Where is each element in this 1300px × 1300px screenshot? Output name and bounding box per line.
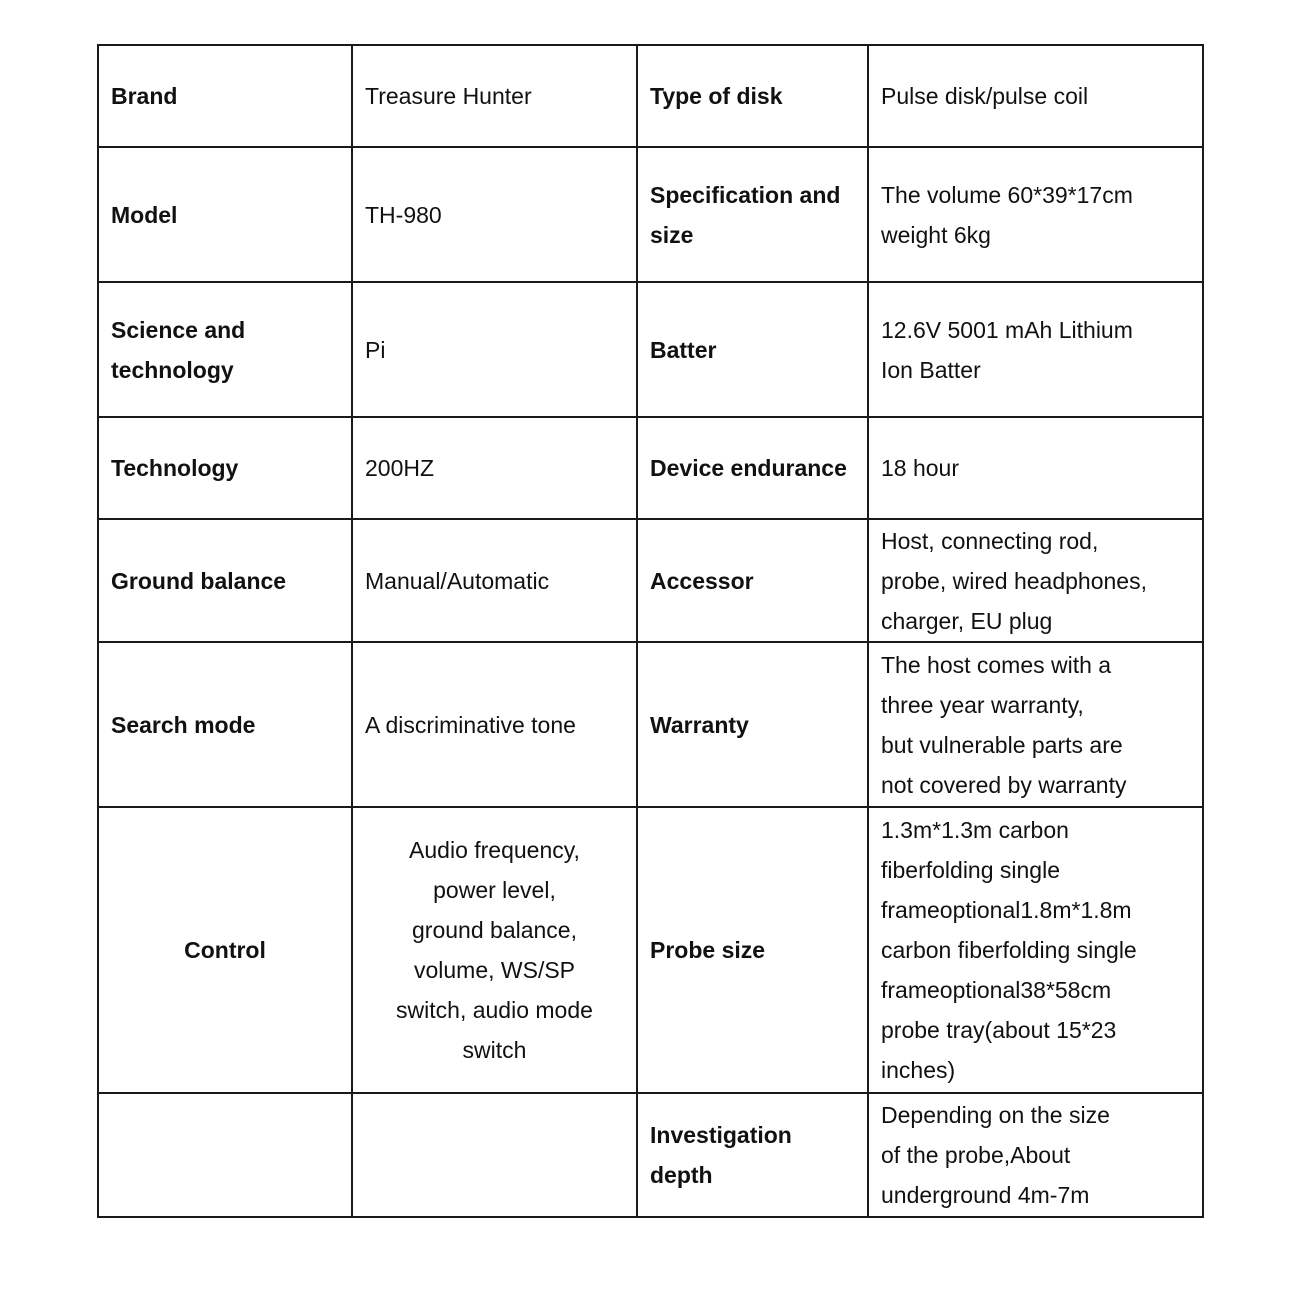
cell-line: volume, WS/SP xyxy=(413,957,576,983)
spec-label xyxy=(98,1093,352,1217)
cell-line: weight 6kg xyxy=(881,221,991,248)
spec-value xyxy=(868,642,1203,807)
spec-label: Control xyxy=(98,807,352,1093)
cell-line: Depending on the size xyxy=(881,1102,1110,1128)
table-row xyxy=(98,417,1203,519)
cell-line: probe, wired headphones, xyxy=(881,567,1147,594)
table-row xyxy=(98,807,1203,1093)
spec-value: 200HZ xyxy=(352,417,637,519)
spec-value xyxy=(868,807,1203,1093)
cell-line: inches) xyxy=(881,1057,956,1083)
spec-label: Investigation depth xyxy=(637,1093,868,1217)
cell-line: Audio frequency, xyxy=(409,837,580,863)
spec-label: Device endurance xyxy=(637,417,868,519)
spec-label: Accessor xyxy=(637,519,868,642)
spec-value xyxy=(868,1093,1203,1217)
cell-line: 12.6V 5001 mAh Lithium xyxy=(881,316,1133,343)
cell-line: 18 hour xyxy=(881,455,960,481)
table-row xyxy=(98,642,1203,807)
cell-line: probe tray(about 15*23 xyxy=(881,1017,1117,1043)
cell-line: carbon fiberfolding single xyxy=(881,937,1137,963)
table-row xyxy=(98,519,1203,642)
spec-value: A discriminative tone xyxy=(352,642,637,807)
cell-line: not covered by warranty xyxy=(881,771,1127,798)
table-row xyxy=(98,45,1203,147)
spec-value: Pi xyxy=(352,282,637,417)
cell-line: switch, audio mode xyxy=(396,997,593,1023)
cell-line: underground 4m-7m xyxy=(881,1182,1090,1208)
spec-label: Science and technology xyxy=(98,282,352,417)
cell-line: The host comes with a xyxy=(881,651,1112,678)
spec-value xyxy=(352,807,637,1093)
spec-value xyxy=(868,45,1203,147)
cell-line: Pulse disk/pulse coil xyxy=(881,83,1089,109)
spec-label: Brand xyxy=(98,45,352,147)
spec-value xyxy=(868,282,1203,417)
cell-line: Host, connecting rod, xyxy=(881,527,1099,554)
cell-line: ground balance, xyxy=(412,917,577,943)
cell-line: Ion Batter xyxy=(881,356,981,383)
spec-value xyxy=(868,417,1203,519)
spec-value: TH-980 xyxy=(352,147,637,282)
spec-label: Type of disk xyxy=(637,45,868,147)
table-row xyxy=(98,147,1203,282)
cell-line: 1.3m*1.3m carbon xyxy=(881,817,1069,843)
spec-value xyxy=(868,147,1203,282)
spec-label: Probe size xyxy=(637,807,868,1093)
spec-label: Model xyxy=(98,147,352,282)
spec-label: Warranty xyxy=(637,642,868,807)
cell-line: power level, xyxy=(433,877,556,903)
spec-value: Manual/Automatic xyxy=(352,519,637,642)
cell-line: of the probe,About xyxy=(881,1142,1071,1168)
table-row xyxy=(98,1093,1203,1217)
cell-line: switch xyxy=(462,1037,527,1063)
cell-line: but vulnerable parts are xyxy=(881,731,1123,758)
spec-value: Treasure Hunter xyxy=(352,45,637,147)
cell-line: charger, EU plug xyxy=(881,607,1053,634)
spec-value xyxy=(352,1093,637,1217)
spec-label: Search mode xyxy=(98,642,352,807)
spec-label: Technology xyxy=(98,417,352,519)
spec-label: Specification and size xyxy=(637,147,868,282)
cell-line: frameoptional1.8m*1.8m xyxy=(881,897,1132,923)
cell-line: three year warranty, xyxy=(881,691,1084,718)
spec-table xyxy=(97,44,1204,1218)
spec-label: Batter xyxy=(637,282,868,417)
cell-line: The volume 60*39*17cm xyxy=(881,181,1133,208)
table-row xyxy=(98,282,1203,417)
cell-line: fiberfolding single xyxy=(881,857,1061,883)
spec-value xyxy=(868,519,1203,642)
spec-label: Ground balance xyxy=(98,519,352,642)
cell-line: frameoptional38*58cm xyxy=(881,977,1112,1003)
